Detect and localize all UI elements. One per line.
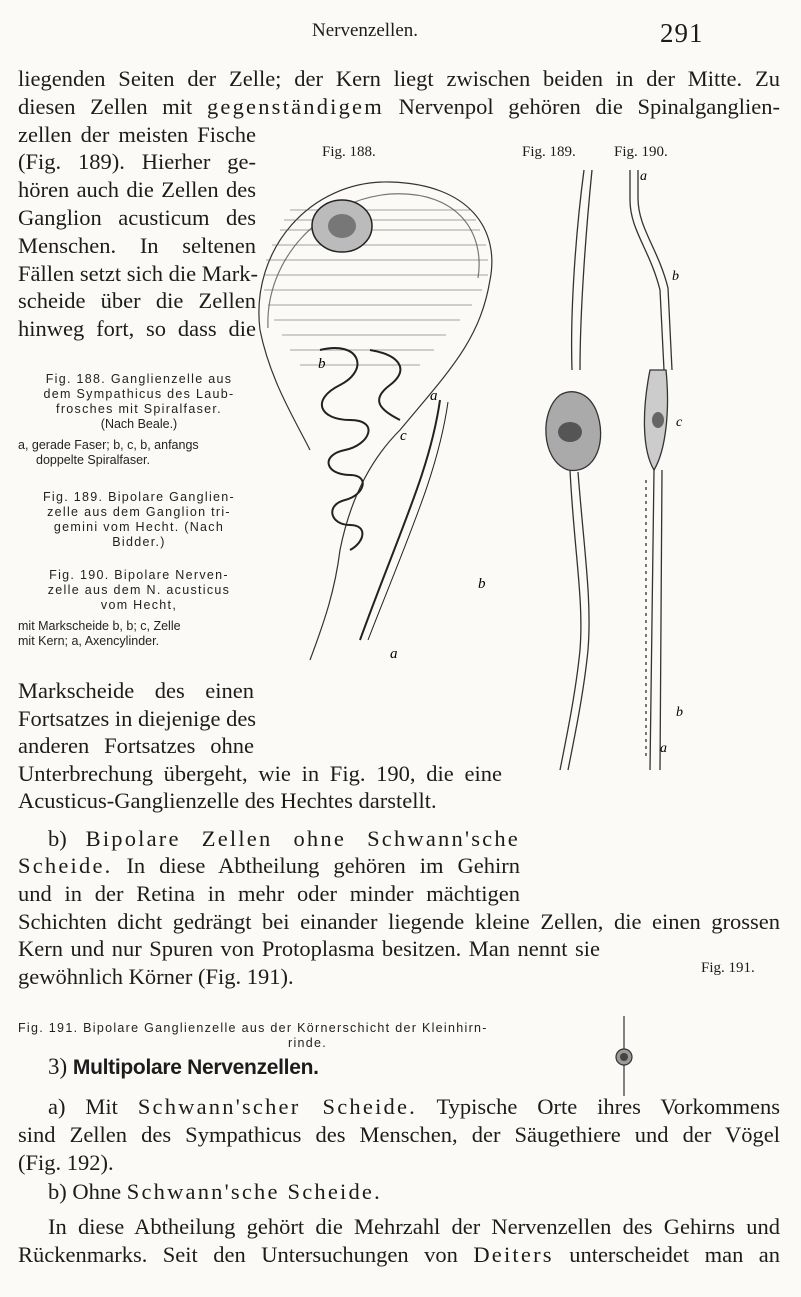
left-line-7: scheide über die Zellen: [18, 288, 256, 313]
section-3b-spaced: Schwann'sche Scheide.: [126, 1179, 382, 1204]
left-line-3: hören auch die Zellen des: [18, 177, 256, 202]
section-b-line-1: [48, 826, 520, 852]
section-b-line-4: Schichten dicht gedrängt bei einander liegende kleine Zellen, die einen grossen: [18, 909, 780, 934]
section-b-spaced-2: Scheide.: [18, 853, 113, 878]
caption-190-line-5: mit Kern; a, Axencylinder.: [18, 634, 160, 648]
section-3a-line-3: (Fig. 192).: [18, 1150, 114, 1175]
fig-191-illustration: [600, 1016, 650, 1096]
mid-line-1: Markscheide des einen: [18, 678, 254, 703]
mid-line-2: Fortsatzes in diejenige des: [18, 706, 257, 731]
left-line-5: Menschen. In seltenen: [18, 233, 256, 258]
section-3a-rest: Typische Orte ihres Vorkommens: [436, 1094, 780, 1119]
heading-3-title: Multipolare Nervenzellen.: [72, 1056, 319, 1079]
caption-190-line-3: vom Hecht,: [100, 598, 178, 612]
caption-fig-188: [18, 372, 260, 432]
fig-191-label: Fig. 191.: [701, 960, 755, 976]
section-3a-line-2: sind Zellen des Sympathicus des Menschen, der Säugethiere und der Vögel: [18, 1122, 780, 1147]
spiral-fibre: [320, 348, 369, 550]
left-line-1: zellen der meisten Fische: [18, 122, 256, 147]
fig-190-label: Fig. 190.: [614, 144, 668, 160]
running-header: [0, 20, 801, 48]
caption-fig-190: [18, 568, 260, 613]
left-line-8: hinweg fort, so dass die: [18, 316, 256, 341]
fig-189-label: Fig. 189.: [522, 144, 576, 160]
caption-fig-190-legend: [18, 619, 260, 649]
caption-189-line-4: Bidder.): [112, 535, 166, 549]
nucleus-189: [558, 422, 582, 442]
caption-188-line-3: frosches mit Spiralfaser.: [56, 402, 222, 416]
wide-line-2: Acusticus-Ganglienzelle des Hechtes darstellt.: [18, 788, 437, 813]
header-title: Nervenzellen.: [312, 20, 419, 41]
fig-189-illustration: [540, 170, 610, 770]
section-3b-line-3: [18, 1242, 780, 1268]
caption-fig-191: [18, 1021, 628, 1051]
label-c-190: c: [676, 415, 683, 430]
label-a-190: a: [640, 169, 647, 184]
section-heading-3: [48, 1054, 319, 1080]
section-b-rest-2: In diese Abtheilung gehören im Gehirn: [126, 853, 521, 878]
caption-189-line-2: zelle aus dem Ganglion tri-: [47, 505, 231, 519]
section-3b-pre: b) Ohne: [48, 1179, 122, 1204]
label-a2-188: a: [390, 646, 398, 662]
section-b-line-5: Kern und nur Spuren von Protoplasma besitzen. Man nennt sie: [18, 936, 600, 961]
mid-line-3: anderen Fortsatzes ohne: [18, 733, 254, 758]
caption-fig-189: [18, 490, 260, 550]
caption-190-line-2: zelle aus dem N. acusticus: [47, 583, 231, 597]
label-c-188: c: [400, 428, 407, 444]
caption-188-line-1: Fig. 188. Ganglienzelle aus: [45, 372, 233, 386]
section-3a-spaced: Schwann'scher Scheide.: [137, 1094, 417, 1119]
section-3b-rest-3: unterscheidet man an: [569, 1242, 781, 1267]
caption-188-line-5: a, gerade Faser; b, c, b, anfangs: [18, 438, 199, 452]
caption-fig-188-legend: [18, 438, 260, 468]
caption-188-line-4: (Nach Beale.): [100, 417, 178, 431]
caption-191-line-2: rinde.: [288, 1036, 328, 1050]
cell-body-outline: [259, 182, 492, 660]
label-b2-188: b: [478, 576, 486, 592]
nucleus-190: [652, 412, 664, 428]
section-b-line-2: [18, 853, 520, 879]
label-b2-190: b: [676, 705, 683, 720]
label-b-190: b: [672, 269, 679, 284]
caption-189-line-3: gemini vom Hecht. (Nach: [53, 520, 225, 534]
section-b-line-3: und in der Retina in mehr oder minder mächtigen: [18, 881, 520, 906]
caption-188-line-6: doppelte Spiralfaser.: [36, 453, 150, 467]
section-3b-pre-3: Rückenmarks. Seit den Untersuchungen von: [18, 1242, 458, 1267]
section-b-spaced: Bipolare Zellen ohne Schwann'sche: [85, 826, 520, 851]
fig-188-illustration: [250, 170, 520, 670]
page-number: 291: [660, 18, 704, 48]
section-3a-pre: a) Mit: [48, 1094, 118, 1119]
body-line-2: diesen Zellen mit gegenständigem Nervenpol gehören die Spinalganglien-: [18, 94, 780, 119]
left-line-2: (Fig. 189). Hierher ge-: [18, 149, 256, 174]
caption-188-line-2: dem Sympathicus des Laub-: [43, 387, 235, 401]
body-line-1: liegenden Seiten der Zelle; der Kern liegt zwischen beiden in der Mitte. Zu: [18, 66, 780, 91]
caption-190-line-1: Fig. 190. Bipolare Nerven-: [49, 568, 229, 582]
fig-190-illustration: [620, 170, 690, 790]
caption-190-line-4: mit Markscheide b, b; c, Zelle: [18, 619, 181, 633]
wide-line-1: Unterbrechung übergeht, wie in Fig. 190, die eine: [18, 761, 502, 786]
fig-188-label: Fig. 188.: [322, 144, 376, 160]
left-line-4: Ganglion acusticum des: [18, 205, 256, 230]
section-3b-line-2: In diese Abtheilung gehört die Mehrzahl der Nervenzellen des Gehirns und: [48, 1214, 780, 1239]
label-a-188: a: [430, 388, 438, 404]
section-3a-line-1: [48, 1094, 780, 1120]
label-b-188: b: [318, 356, 326, 372]
section-3b-line-1: [48, 1179, 382, 1205]
label-a2-190: a: [660, 741, 667, 756]
section-b-marker: b): [48, 826, 67, 851]
caption-189-line-1: Fig. 189. Bipolare Ganglien-: [42, 490, 236, 504]
caption-191-line-1: Fig. 191. Bipolare Ganglienzelle aus der Körnerschicht der Kleinhirn-: [18, 1021, 488, 1035]
heading-3-number: 3): [48, 1054, 68, 1079]
section-3b-author: Deiters: [473, 1242, 554, 1267]
section-b-line-6: gewöhnlich Körner (Fig. 191).: [18, 964, 294, 989]
left-line-6: Fällen setzt sich die Mark-: [18, 261, 258, 286]
